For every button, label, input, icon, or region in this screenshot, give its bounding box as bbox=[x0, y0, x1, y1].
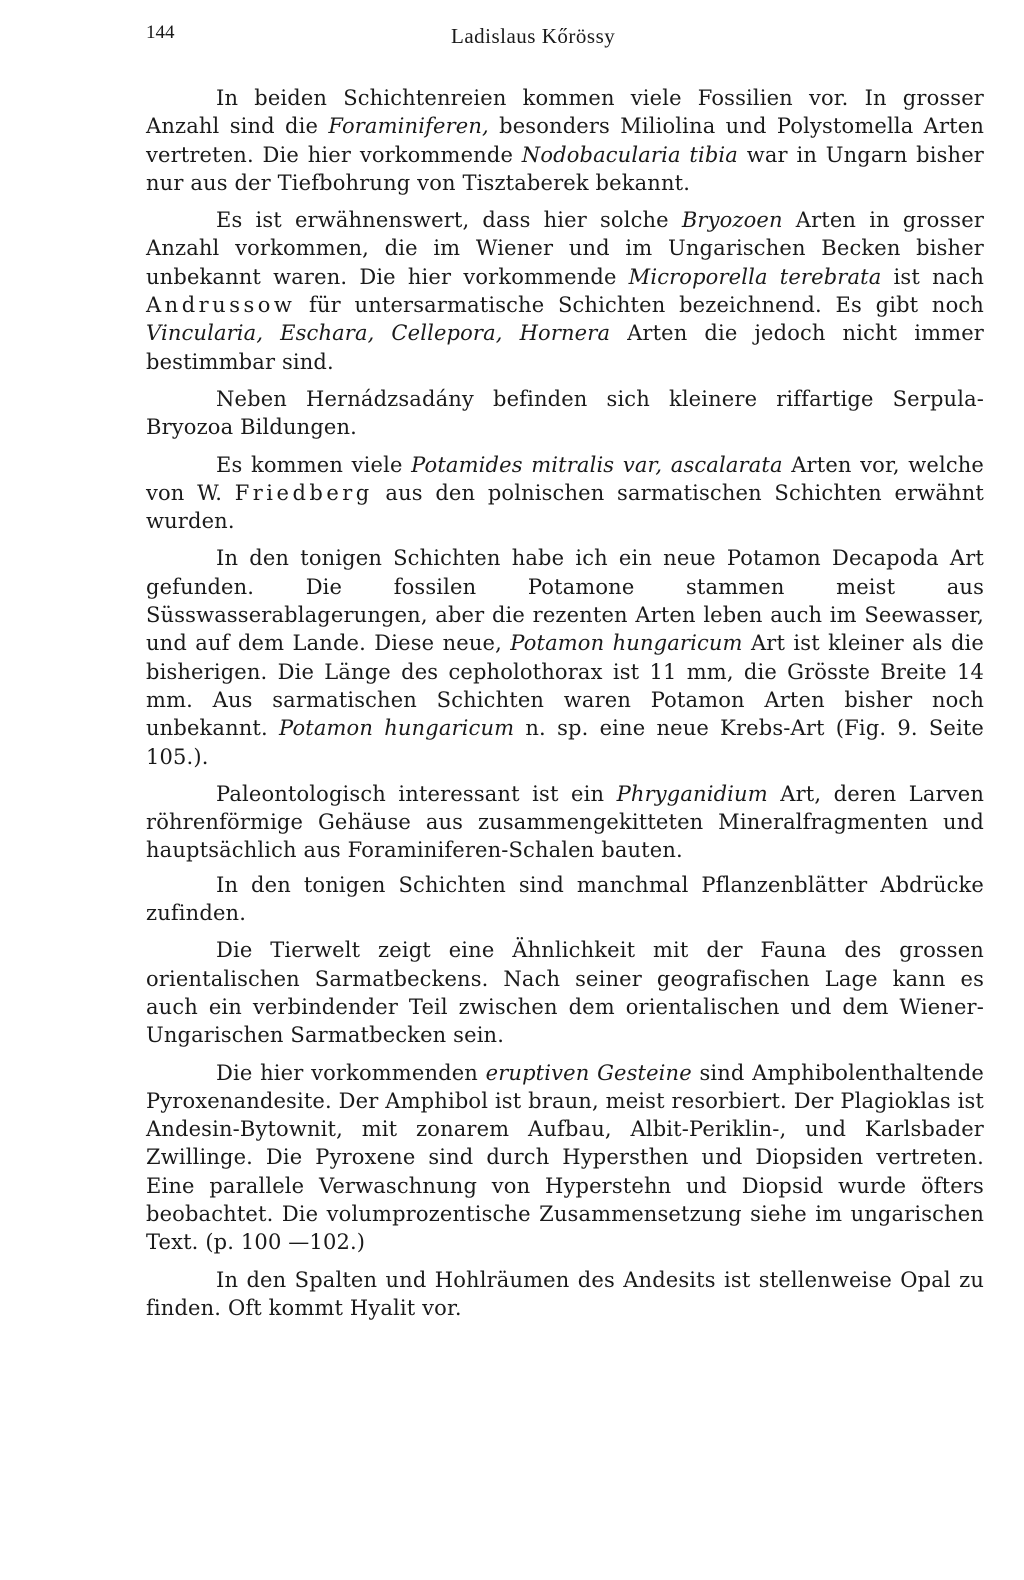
text-run: Art ist kleiner als die bisherigen. Die Länge des cepholothorax ist 11 mm, die Grösste Breite 14 mm. Aus sarmatischen Schichten waren Potamon Arten bisher noch unbekannt. bbox=[146, 631, 984, 741]
italic-term: Nodobacularia tibia bbox=[521, 142, 738, 167]
paragraph-tierwelt bbox=[146, 936, 984, 1049]
text-run: aus den polnischen sarmatischen Schichten erwähnt wurden. bbox=[146, 480, 984, 534]
paragraph-opal bbox=[146, 1266, 984, 1323]
spaced-author-name: Friedberg bbox=[234, 480, 373, 505]
text-run: n. sp. eine neue Krebs-Art (Fig. 9. Seite 105.). bbox=[146, 716, 984, 769]
paragraph-foraminiferen bbox=[146, 84, 984, 197]
text-run: ist nach bbox=[881, 264, 984, 289]
spaced-author-name: Andrussow bbox=[146, 293, 296, 318]
paragraph-bryozoen bbox=[146, 206, 984, 376]
text-run: Art, deren Larven röhrenförmige Gehäuse aus zusammengekitteten Mineralfragmenten und hauptsächlich aus Foraminiferen-Schalen bauten. bbox=[146, 781, 984, 863]
italic-term: Bryozoen bbox=[681, 208, 783, 233]
paragraph-serpula-bryozoa bbox=[146, 385, 984, 442]
text-run: Neben Hernádzsadány befinden sich kleinere riffartige Serpula-Bryozoa Bildungen. bbox=[146, 386, 984, 440]
running-head bbox=[146, 22, 984, 50]
text-run: In den Spalten und Hohlräumen des Andesits ist stellenweise Opal zu finden. Oft kommt Hyalit vor. bbox=[146, 1267, 984, 1320]
text-run: Die hier vorkommenden bbox=[216, 1060, 486, 1085]
text-run: für untersarmatische Schichten bezeichnend. Es gibt noch bbox=[295, 293, 984, 318]
italic-term: Phryganidium bbox=[616, 781, 768, 806]
italic-term: Potamides mitralis var, ascalarata bbox=[411, 452, 783, 477]
page-number: 144 bbox=[146, 22, 175, 43]
body-text bbox=[146, 84, 984, 1331]
italic-term: Foraminiferen, bbox=[328, 114, 489, 139]
text-run: Arten die jedoch nicht immer bestimmbar sind. bbox=[146, 321, 984, 374]
text-run: sind Amphibolenthaltende Pyroxenandesite. Der Amphibol ist braun, meist resorbiert. Der Plagioklas ist Andesin-Bytownit, mit zonarem Aufbau, Albit-Periklin-, und Karlsbader Zwillinge. Die Pyroxene sind durch Hypersthen und Diopsiden vertreten. Eine parallele Verwaschnung von Hyperstehn und Diopsid wurde öfters beobachtet. Die volumprozentische Zusammensetzung siehe im ungarischen Text. (p. 100 —102.) bbox=[146, 1060, 985, 1255]
text-run: besonders Miliolina und Polystomella Arten vertreten. Die hier vorkommende bbox=[146, 114, 984, 167]
text-run: In den tonigen Schichten habe ich ein neue Potamon Decapoda Art gefunden. Die fossilen Potamone stammen meist aus Süsswasserablagerungen, aber die rezenten Arten leben auch im Seewasser, und auf dem Lande. Diese neue, bbox=[146, 546, 984, 656]
italic-term: Potamon hungaricum bbox=[510, 631, 743, 656]
text-run: In den tonigen Schichten sind manchmal Pflanzenblätter Abdrücke zufinden. bbox=[146, 872, 984, 926]
text-run: Arten in grosser Anzahl vorkommen, die im Wiener und im Ungarischen Becken bisher unbekannt waren. Die hier vorkommende bbox=[146, 208, 985, 289]
paragraph-gesteine bbox=[146, 1059, 984, 1257]
running-title: Ladislaus Kőrössy bbox=[451, 24, 616, 48]
text-run: In beiden Schichtenreien kommen viele Fossilien vor. In grosser Anzahl sind die bbox=[146, 86, 984, 139]
text-run: Es kommen viele bbox=[216, 452, 412, 477]
paragraph-pflanzen bbox=[146, 871, 984, 928]
italic-term: eruptiven Gesteine bbox=[485, 1060, 692, 1085]
text-run: war in Ungarn bisher nur aus der Tiefbohrung von Tisztaberek bekannt. bbox=[146, 142, 984, 195]
text-run: Paleontologisch interessant ist ein bbox=[216, 781, 617, 806]
text-run: Es ist erwähnenswert, dass hier solche bbox=[216, 208, 682, 233]
italic-term: Microporella terebrata bbox=[628, 264, 882, 289]
text-run: Die Tierwelt zeigt eine Ähnlichkeit mit der Fauna des grossen orientalischen Sarmatbeckens. Nach seiner geografischen Lage kann es auch ein verbindender Teil zwischen dem orientalischen und dem Wiener-Ungarischen Sarmatbecken sein. bbox=[146, 938, 984, 1048]
paragraph-potamon bbox=[146, 544, 984, 770]
paragraph-potamides bbox=[146, 451, 984, 536]
paragraph-phryganidium bbox=[146, 780, 984, 865]
italic-term: Potamon hungaricum bbox=[279, 716, 515, 741]
italic-term: Vincularia, Eschara, Cellepora, Hornera bbox=[146, 321, 611, 346]
text-run: Arten vor, welche von W. bbox=[146, 452, 984, 505]
